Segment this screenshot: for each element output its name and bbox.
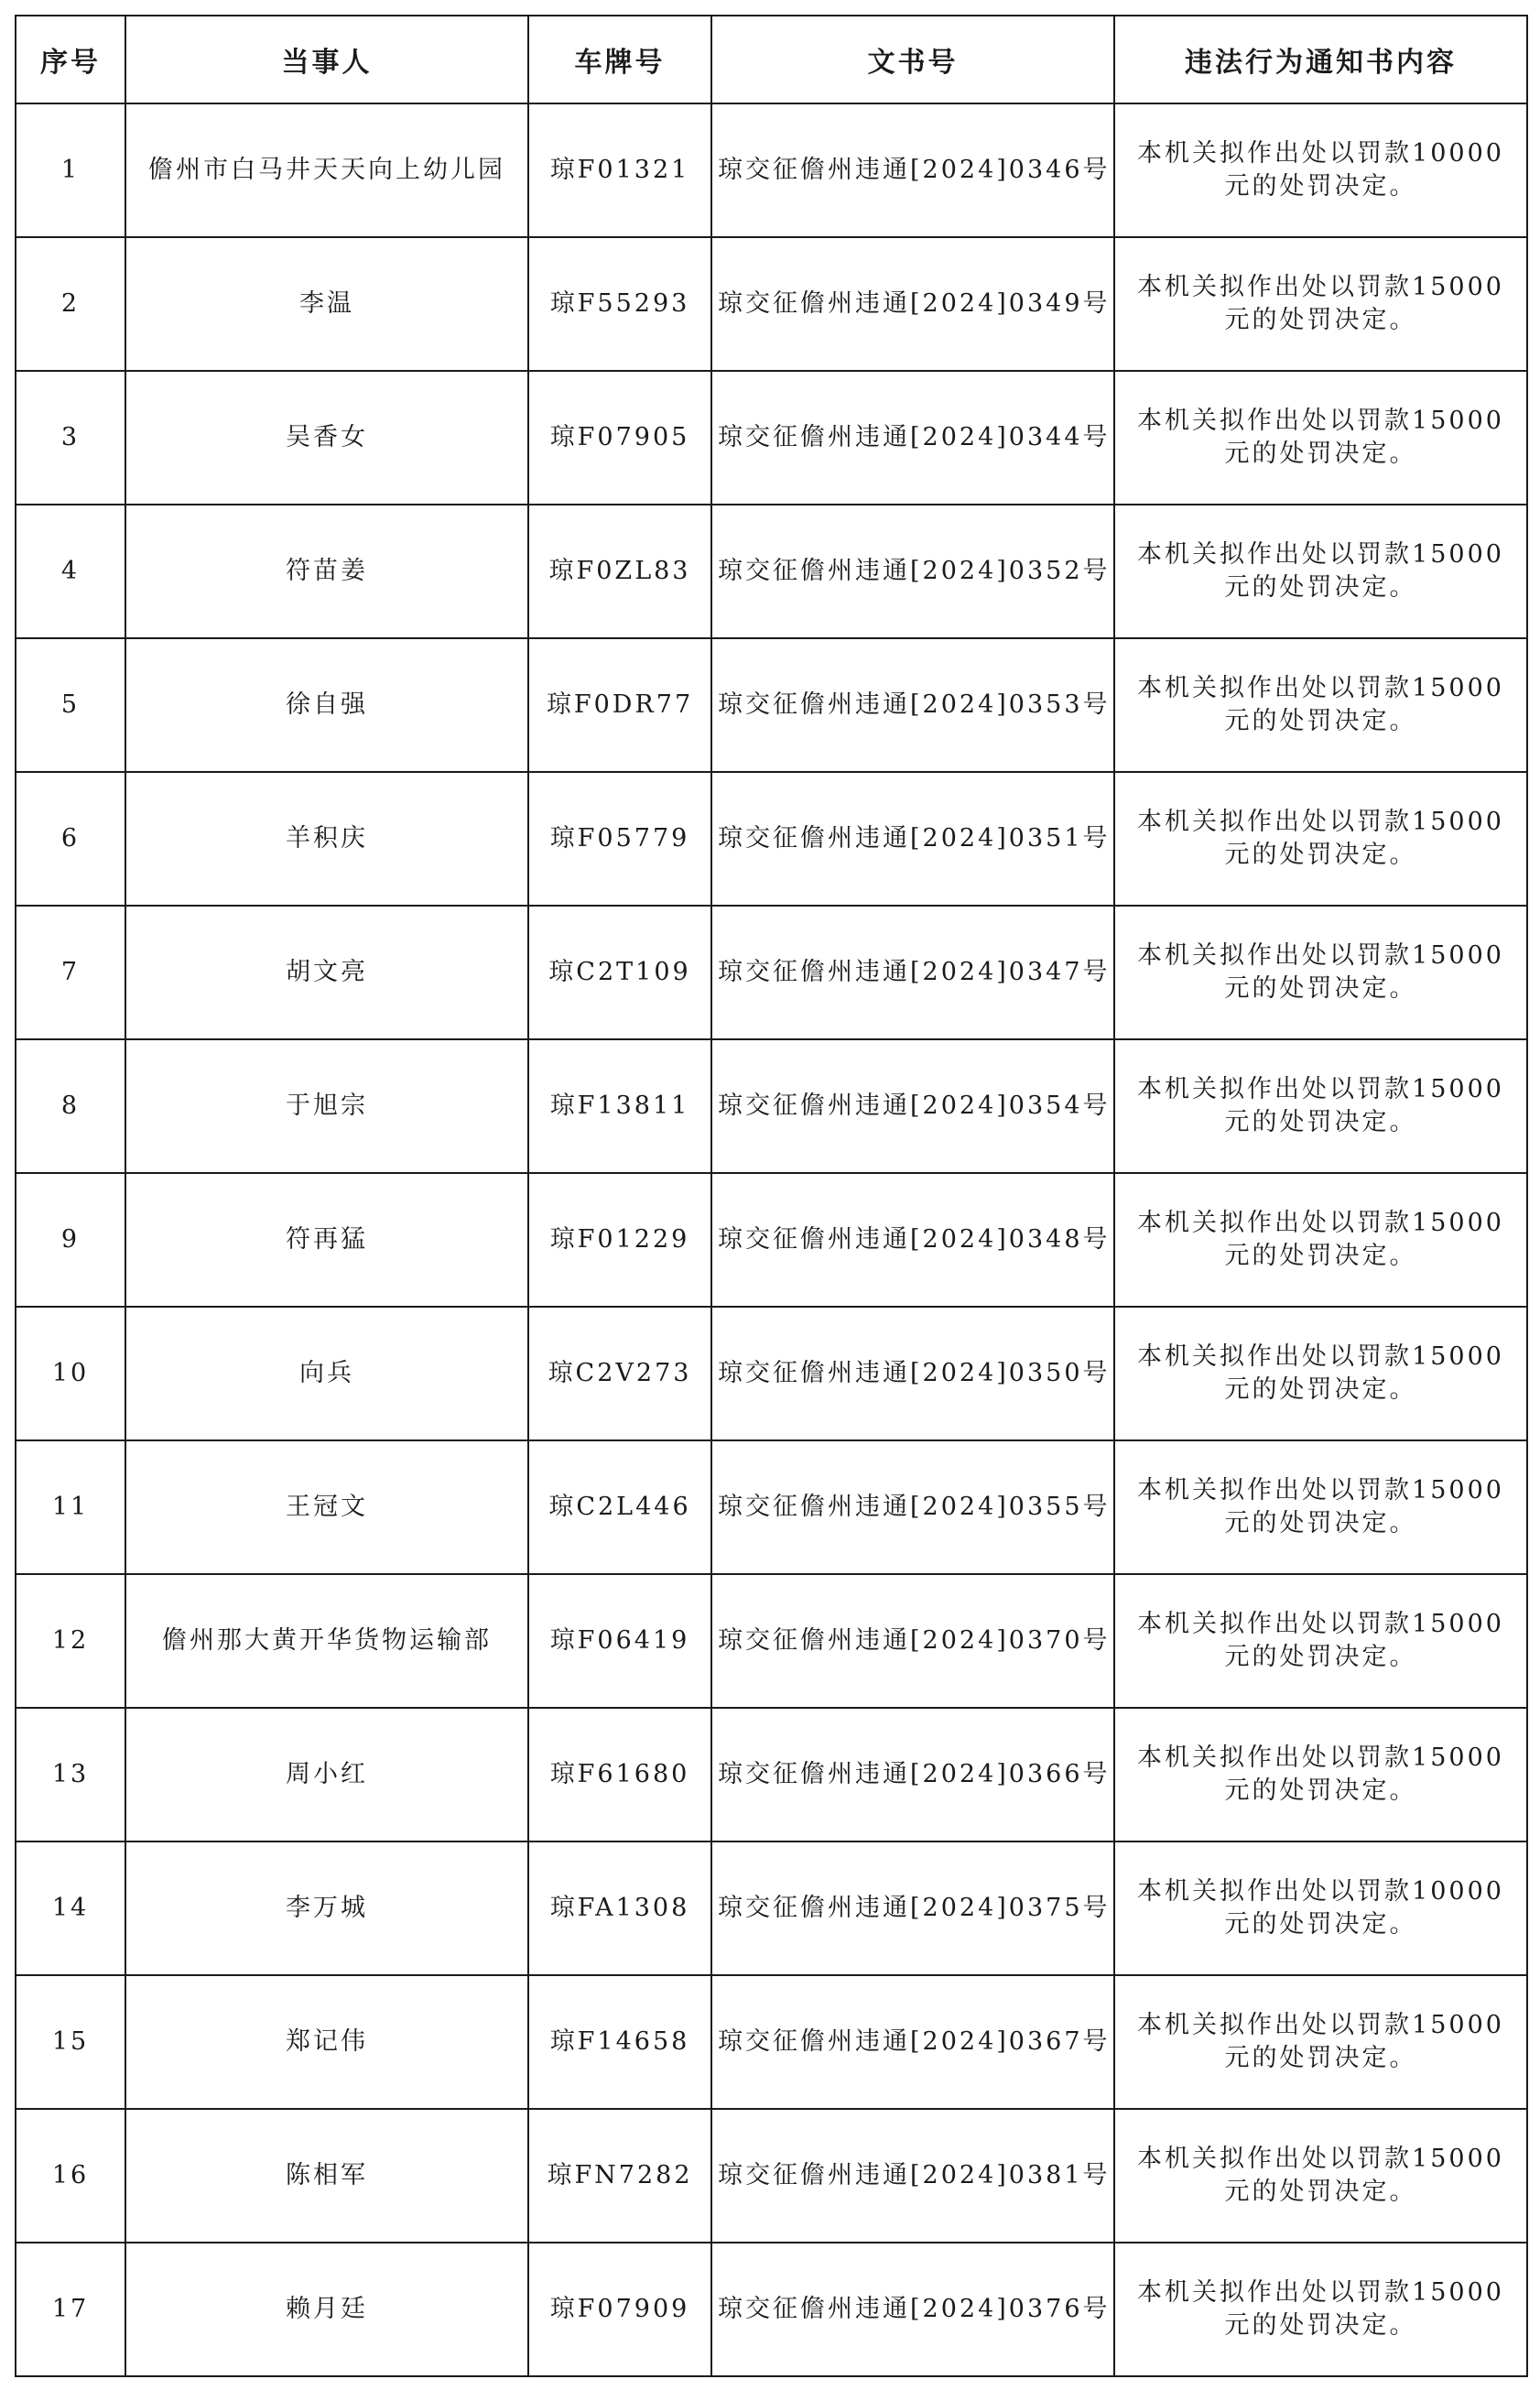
content-line-2: 元的处罚决定。 <box>1224 974 1417 1003</box>
cell-plate: 琼FN7282 <box>528 2109 711 2243</box>
content-line-2: 元的处罚决定。 <box>1224 1643 1417 1671</box>
cell-doc-number: 琼交征儋州违通[2024]0344号 <box>711 371 1114 505</box>
content-line-2: 元的处罚决定。 <box>1224 1509 1417 1537</box>
header-content: 违法行为通知书内容 <box>1114 16 1527 103</box>
cell-content <box>1114 2109 1527 2243</box>
cell-seq: 12 <box>16 1574 125 1708</box>
cell-content <box>1114 1574 1527 1708</box>
content-line-1: 本机关拟作出处以罚款15000 <box>1137 540 1504 569</box>
table-row <box>16 237 1527 371</box>
cell-seq: 4 <box>16 505 125 638</box>
cell-doc-number: 琼交征儋州违通[2024]0381号 <box>711 2109 1114 2243</box>
cell-seq: 14 <box>16 1841 125 1975</box>
header-party: 当事人 <box>125 16 528 103</box>
content-line-1: 本机关拟作出处以罚款15000 <box>1137 273 1504 301</box>
content-line-1: 本机关拟作出处以罚款15000 <box>1137 2278 1504 2307</box>
content-line-1: 本机关拟作出处以罚款15000 <box>1137 1610 1504 1638</box>
cell-seq: 13 <box>16 1708 125 1841</box>
cell-doc-number: 琼交征儋州违通[2024]0375号 <box>711 1841 1114 1975</box>
cell-party: 羊积庆 <box>125 772 528 906</box>
content-line-2: 元的处罚决定。 <box>1224 841 1417 869</box>
table-row <box>16 371 1527 505</box>
cell-doc-number: 琼交征儋州违通[2024]0349号 <box>711 237 1114 371</box>
content-line-2: 元的处罚决定。 <box>1224 2311 1417 2340</box>
cell-plate: 琼FA1308 <box>528 1841 711 1975</box>
cell-plate: 琼C2T109 <box>528 906 711 1039</box>
content-line-1: 本机关拟作出处以罚款15000 <box>1137 1744 1504 1772</box>
table-row <box>16 2243 1527 2376</box>
cell-seq: 7 <box>16 906 125 1039</box>
content-line-1: 本机关拟作出处以罚款15000 <box>1137 2011 1504 2039</box>
cell-content <box>1114 1307 1527 1440</box>
cell-party: 儋州市白马井天天向上幼儿园 <box>125 103 528 237</box>
content-line-2: 元的处罚决定。 <box>1224 573 1417 602</box>
cell-seq: 8 <box>16 1039 125 1173</box>
cell-seq: 10 <box>16 1307 125 1440</box>
cell-content <box>1114 1841 1527 1975</box>
cell-seq: 5 <box>16 638 125 772</box>
content-line-2: 元的处罚决定。 <box>1224 1910 1417 1939</box>
cell-seq: 15 <box>16 1975 125 2109</box>
cell-plate: 琼F07905 <box>528 371 711 505</box>
cell-content <box>1114 1708 1527 1841</box>
content-line-1: 本机关拟作出处以罚款15000 <box>1137 1075 1504 1103</box>
cell-plate: 琼F06419 <box>528 1574 711 1708</box>
table-row <box>16 1574 1527 1708</box>
table-row <box>16 1975 1527 2109</box>
cell-plate: 琼F0ZL83 <box>528 505 711 638</box>
header-seq: 序号 <box>16 16 125 103</box>
cell-content <box>1114 1039 1527 1173</box>
table-row <box>16 1307 1527 1440</box>
table-body <box>16 103 1527 2376</box>
cell-seq: 11 <box>16 1440 125 1574</box>
cell-doc-number: 琼交征儋州违通[2024]0353号 <box>711 638 1114 772</box>
cell-content <box>1114 237 1527 371</box>
content-line-2: 元的处罚决定。 <box>1224 1776 1417 1805</box>
header-row <box>16 16 1527 103</box>
content-line-1: 本机关拟作出处以罚款15000 <box>1137 941 1504 970</box>
table-row <box>16 1841 1527 1975</box>
cell-seq: 17 <box>16 2243 125 2376</box>
cell-content <box>1114 772 1527 906</box>
cell-plate: 琼F13811 <box>528 1039 711 1173</box>
cell-plate: 琼F05779 <box>528 772 711 906</box>
table-row <box>16 1173 1527 1307</box>
cell-content <box>1114 1975 1527 2109</box>
cell-party: 李温 <box>125 237 528 371</box>
table-row <box>16 505 1527 638</box>
content-line-2: 元的处罚决定。 <box>1224 1375 1417 1404</box>
cell-content <box>1114 1440 1527 1574</box>
cell-party: 徐自强 <box>125 638 528 772</box>
content-line-1: 本机关拟作出处以罚款15000 <box>1137 407 1504 435</box>
table-row <box>16 906 1527 1039</box>
cell-plate: 琼F14658 <box>528 1975 711 2109</box>
content-line-1: 本机关拟作出处以罚款15000 <box>1137 808 1504 836</box>
content-line-1: 本机关拟作出处以罚款10000 <box>1137 139 1504 168</box>
cell-party: 陈相军 <box>125 2109 528 2243</box>
cell-doc-number: 琼交征儋州违通[2024]0367号 <box>711 1975 1114 2109</box>
cell-party: 儋州那大黄开华货物运输部 <box>125 1574 528 1708</box>
cell-plate: 琼F07909 <box>528 2243 711 2376</box>
cell-party: 王冠文 <box>125 1440 528 1574</box>
notice-table <box>15 15 1528 2377</box>
cell-party: 李万城 <box>125 1841 528 1975</box>
content-line-1: 本机关拟作出处以罚款15000 <box>1137 1209 1504 1237</box>
content-line-2: 元的处罚决定。 <box>1224 707 1417 735</box>
cell-content <box>1114 906 1527 1039</box>
cell-party: 符苗姜 <box>125 505 528 638</box>
cell-content <box>1114 505 1527 638</box>
cell-doc-number: 琼交征儋州违通[2024]0351号 <box>711 772 1114 906</box>
cell-party: 赖月廷 <box>125 2243 528 2376</box>
cell-content <box>1114 638 1527 772</box>
cell-doc-number: 琼交征儋州违通[2024]0346号 <box>711 103 1114 237</box>
cell-seq: 16 <box>16 2109 125 2243</box>
cell-doc-number: 琼交征儋州违通[2024]0376号 <box>711 2243 1114 2376</box>
cell-plate: 琼F61680 <box>528 1708 711 1841</box>
content-line-2: 元的处罚决定。 <box>1224 172 1417 201</box>
cell-plate: 琼F0DR77 <box>528 638 711 772</box>
cell-seq: 1 <box>16 103 125 237</box>
header-plate: 车牌号 <box>528 16 711 103</box>
cell-plate: 琼F01229 <box>528 1173 711 1307</box>
table-row <box>16 1039 1527 1173</box>
content-line-1: 本机关拟作出处以罚款15000 <box>1137 2145 1504 2173</box>
cell-plate: 琼C2L446 <box>528 1440 711 1574</box>
cell-party: 向兵 <box>125 1307 528 1440</box>
cell-party: 胡文亮 <box>125 906 528 1039</box>
content-line-2: 元的处罚决定。 <box>1224 1108 1417 1136</box>
cell-party: 于旭宗 <box>125 1039 528 1173</box>
table-row <box>16 638 1527 772</box>
content-line-1: 本机关拟作出处以罚款10000 <box>1137 1877 1504 1906</box>
cell-doc-number: 琼交征儋州违通[2024]0348号 <box>711 1173 1114 1307</box>
cell-plate: 琼C2V273 <box>528 1307 711 1440</box>
cell-seq: 9 <box>16 1173 125 1307</box>
cell-seq: 6 <box>16 772 125 906</box>
cell-party: 郑记伟 <box>125 1975 528 2109</box>
table-row <box>16 103 1527 237</box>
content-line-2: 元的处罚决定。 <box>1224 2178 1417 2206</box>
content-line-1: 本机关拟作出处以罚款15000 <box>1137 1342 1504 1371</box>
cell-doc-number: 琼交征儋州违通[2024]0370号 <box>711 1574 1114 1708</box>
table-row <box>16 1440 1527 1574</box>
cell-party: 周小红 <box>125 1708 528 1841</box>
cell-plate: 琼F01321 <box>528 103 711 237</box>
table-row <box>16 1708 1527 1841</box>
content-line-2: 元的处罚决定。 <box>1224 306 1417 334</box>
cell-plate: 琼F55293 <box>528 237 711 371</box>
cell-doc-number: 琼交征儋州违通[2024]0355号 <box>711 1440 1114 1574</box>
header-doc-number: 文书号 <box>711 16 1114 103</box>
cell-doc-number: 琼交征儋州违通[2024]0354号 <box>711 1039 1114 1173</box>
table-row <box>16 2109 1527 2243</box>
cell-doc-number: 琼交征儋州违通[2024]0352号 <box>711 505 1114 638</box>
content-line-2: 元的处罚决定。 <box>1224 440 1417 468</box>
cell-content <box>1114 103 1527 237</box>
cell-doc-number: 琼交征儋州违通[2024]0350号 <box>711 1307 1114 1440</box>
cell-doc-number: 琼交征儋州违通[2024]0347号 <box>711 906 1114 1039</box>
cell-doc-number: 琼交征儋州违通[2024]0366号 <box>711 1708 1114 1841</box>
cell-seq: 2 <box>16 237 125 371</box>
content-line-1: 本机关拟作出处以罚款15000 <box>1137 1476 1504 1505</box>
cell-seq: 3 <box>16 371 125 505</box>
cell-party: 符再猛 <box>125 1173 528 1307</box>
cell-content <box>1114 371 1527 505</box>
cell-content <box>1114 2243 1527 2376</box>
cell-party: 吴香女 <box>125 371 528 505</box>
content-line-1: 本机关拟作出处以罚款15000 <box>1137 674 1504 702</box>
content-line-2: 元的处罚决定。 <box>1224 2044 1417 2072</box>
cell-content <box>1114 1173 1527 1307</box>
table-row <box>16 772 1527 906</box>
content-line-2: 元的处罚决定。 <box>1224 1242 1417 1270</box>
